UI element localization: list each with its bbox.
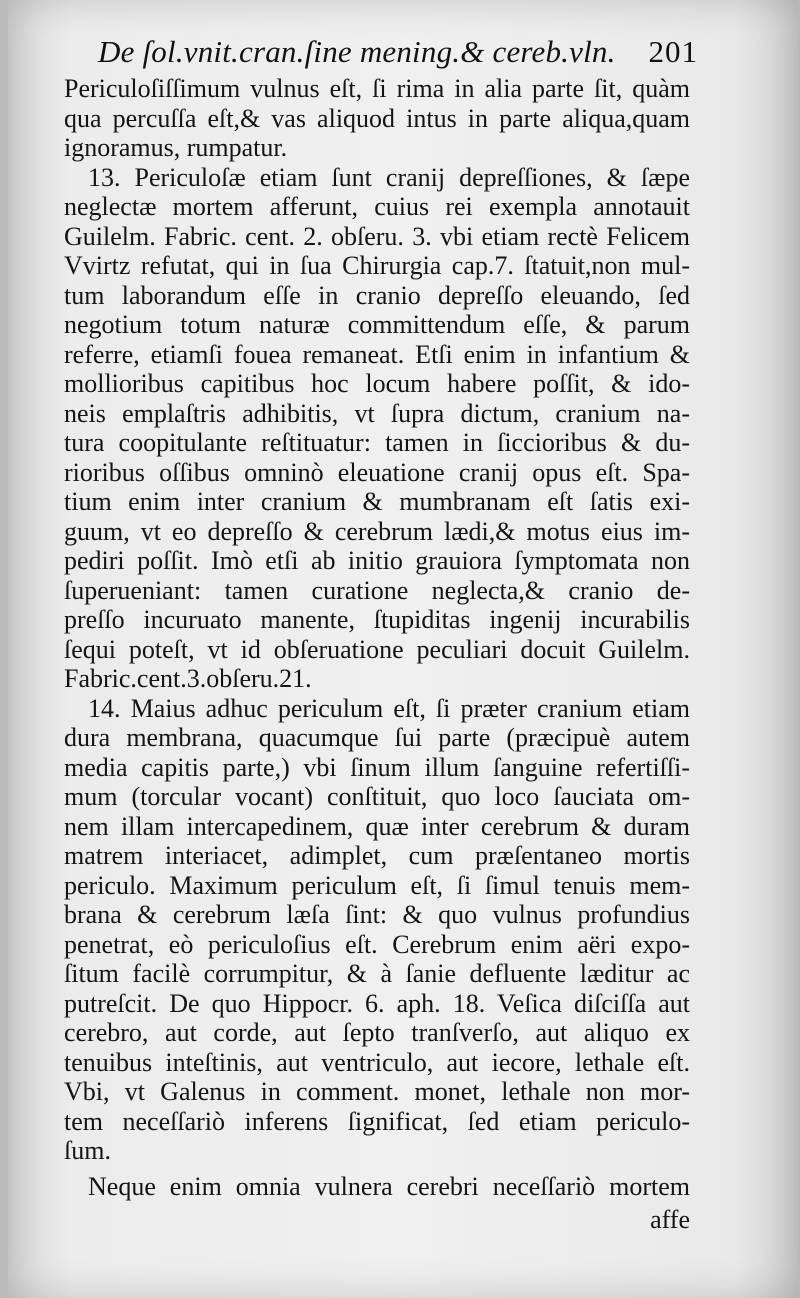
text-line: qua percuſſa eſt,& vas aliquod intus in parte aliqua,quam	[64, 103, 690, 133]
text-line: putreſcit. De quo Hippocr. 6. aph. 18. Veſica diſciſſa aut	[64, 988, 690, 1018]
text-line: ſuperueniant: tamen curatione neglecta,& cranio de-	[64, 575, 690, 605]
text-line: tium enim inter cranium & mumbranam eſt ſatis exi-	[64, 487, 690, 516]
text-line: tum laborandum eſſe in cranio depreſſo eleuando, ſed	[64, 280, 690, 310]
text-line: tenuibus inteſtinis, aut ventriculo, aut iecore, lethale eſt.	[64, 1047, 690, 1077]
text-line: pediri poſſit. Imò etſi ab initio grauiora ſymptomata non	[64, 546, 690, 575]
text-line: 14. Maius adhuc periculum eſt, ſi præter cranium etiam	[88, 693, 690, 723]
text-line: Fabric.cent.3.obſeru.21.	[64, 664, 312, 693]
text-line: guum, vt eo depreſſo & cerebrum lædi,& motus eius im-	[64, 516, 690, 546]
text-line: Neque enim omnia vulnera cerebri neceſſariò mortem	[88, 1171, 690, 1201]
text-line: ſitum facilè corrumpitur, & à ſanie defluente læditur ac	[64, 959, 690, 988]
text-line: periculo. Maximum periculum eſt, ſi ſimul tenuis mem-	[64, 870, 690, 900]
text-line: matrem interiacet, adimplet, cum præſentaneo mortis	[64, 841, 690, 870]
text-line: 13. Periculoſæ etiam ſunt cranij depreſſiones, & ſæpe	[88, 162, 690, 192]
text-line: Vbi, vt Galenus in comment. monet, lethale non mor-	[64, 1077, 690, 1106]
text-line: negotium totum naturæ committendum eſſe, & parum	[64, 310, 690, 339]
text-line: referre, etiamſi fouea remaneat. Etſi enim in infantium &	[64, 339, 690, 369]
text-line: mollioribus capitibus hoc locum habere poſſit, & ido-	[64, 369, 690, 398]
text-line: Guilelm. Fabric. cent. 2. obſeru. 3. vbi etiam rectè Felicem	[64, 221, 690, 251]
text-line: tura coopitulante reſtituatur: tamen in ſiccioribus & du-	[64, 428, 690, 457]
text-line: penetrat, eò periculoſius eſt. Cerebrum enim aëri expo-	[64, 929, 690, 959]
text-line: preſſo incuruato manente, ſtupiditas ingenij incurabilis	[64, 605, 690, 634]
text-line: Periculoſiſſimum vulnus eſt, ſi rima in alia parte ſit, quàm	[64, 74, 690, 103]
text-line: rioribus oſſibus omninò eleuatione cranij opus eſt. Spa-	[64, 457, 690, 487]
text-line: ignoramus, rumpatur.	[64, 133, 288, 162]
book-page	[8, 0, 798, 1298]
page-header	[98, 34, 698, 70]
text-line: nem illam intercapedinem, quæ inter cerebrum & duram	[64, 811, 690, 841]
running-title: De ſol.vnit.cran.ſine mening.& cereb.vln.	[98, 34, 616, 69]
text-line: ſum.	[64, 1136, 111, 1165]
text-line: brana & cerebrum læſa ſint: & quo vulnus profundius	[64, 900, 690, 929]
text-line: tem neceſſariò inferens ſignificat, ſed etiam periculo-	[64, 1106, 690, 1136]
catchword: affe	[650, 1205, 690, 1234]
text-line: neglectæ mortem afferunt, cuius rei exempla annotauit	[64, 192, 690, 221]
text-line: mum (torcular vocant) conſtituit, quo loco ſauciata om-	[64, 782, 690, 811]
text-line: cerebro, aut corde, aut ſepto tranſverſo, aut aliquo ex	[64, 1018, 690, 1047]
page-number: 201	[648, 34, 698, 69]
text-line: neis emplaſtris adhibitis, vt ſupra dictum, cranium na-	[64, 398, 690, 428]
text-line: media capitis parte,) vbi ſinum illum ſanguine refertiſſi-	[64, 752, 690, 782]
text-line: ſequi poteſt, vt id obſeruatione peculiari docuit Guilelm.	[64, 634, 690, 664]
text-line: dura membrana, quacumque ſui parte (præcipuè autem	[64, 723, 690, 752]
text-line: Vvirtz refutat, qui in ſua Chirurgia cap.7. ſtatuit,non mul-	[64, 251, 690, 280]
body-text	[64, 74, 690, 1235]
